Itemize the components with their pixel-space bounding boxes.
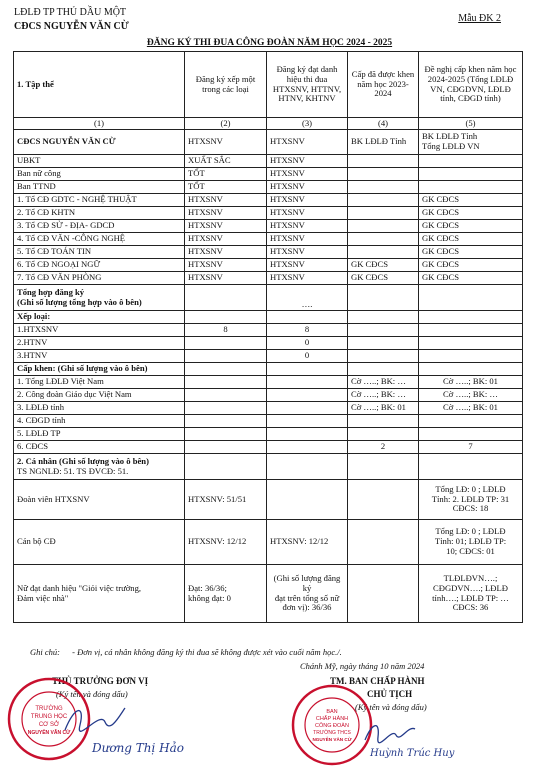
registration-table	[13, 51, 523, 623]
table-row	[14, 324, 523, 337]
cell: 0	[267, 350, 348, 363]
cell: Cờ …..; BK: 01	[419, 402, 523, 415]
cell: HTXSNV	[185, 272, 267, 285]
header-row	[14, 52, 523, 118]
cell	[419, 324, 523, 337]
cell	[185, 285, 267, 311]
cell	[419, 181, 523, 194]
cell	[185, 389, 267, 402]
cell: HTXSNV	[185, 194, 267, 207]
svg-text:NGUYỄN VĂN CỪ: NGUYỄN VĂN CỪ	[27, 730, 71, 736]
cell	[348, 520, 419, 565]
row-label	[14, 454, 185, 480]
footnote	[30, 647, 342, 657]
row-label: 1. Tổ CĐ GDTC - NGHỆ THUẬT	[14, 194, 185, 207]
row-label: Cán bộ CĐ	[14, 520, 185, 565]
cell	[419, 168, 523, 181]
cell	[267, 389, 348, 402]
cell: Cờ …..; BK: 01	[419, 376, 523, 389]
table-row	[14, 480, 523, 520]
cell	[419, 350, 523, 363]
cell: Cờ …..; BK: …	[348, 389, 419, 402]
cell: 0	[267, 337, 348, 350]
cell-line: Tổng LĐ: 0 ; LĐLĐ	[435, 483, 506, 494]
table-row	[14, 285, 523, 311]
col-number: (4)	[348, 118, 419, 130]
cell	[185, 311, 267, 324]
row-label: 5. Tổ CĐ TOÁN TIN	[14, 246, 185, 259]
cell: HTXSNV	[267, 130, 348, 155]
cell	[185, 350, 267, 363]
table-row	[14, 259, 523, 272]
cell: 8	[185, 324, 267, 337]
svg-text:TRƯỜNG THCS: TRƯỜNG THCS	[313, 730, 351, 736]
cell	[419, 311, 523, 324]
cell: HTXSNV	[185, 233, 267, 246]
column-number-row	[14, 118, 523, 130]
form-code: Mẫu ĐK 2	[458, 13, 501, 24]
cell-line: Tổng LĐ: 0 ; LĐLĐ	[435, 526, 506, 537]
svg-text:TRƯỜNG: TRƯỜNG	[35, 706, 63, 712]
col-number: (5)	[419, 118, 523, 130]
cell: GK CĐCS	[419, 259, 523, 272]
cell	[419, 565, 523, 623]
table-row	[14, 207, 523, 220]
cell: GK CĐCS	[419, 272, 523, 285]
cell	[419, 130, 523, 155]
cell: HTXSNV	[267, 207, 348, 220]
table-row	[14, 272, 523, 285]
cell	[348, 428, 419, 441]
cell-line: đơn vị): 36/36	[282, 602, 332, 613]
cell	[348, 350, 419, 363]
cell: HTXSNV	[185, 130, 267, 155]
cell	[348, 168, 419, 181]
table-row	[14, 520, 523, 565]
cell: HTXSNV	[185, 246, 267, 259]
cell: GK CĐCS	[419, 194, 523, 207]
cell	[185, 363, 267, 376]
cell	[267, 441, 348, 454]
footnote-label: Ghi chú:	[30, 647, 60, 657]
row-label	[14, 565, 185, 623]
row-label: Ban TTND	[14, 181, 185, 194]
table-row	[14, 155, 523, 168]
cell	[348, 454, 419, 480]
cell: HTXSNV	[267, 272, 348, 285]
cell: Cờ …..; BK: …	[419, 389, 523, 402]
cell	[348, 246, 419, 259]
cell: HTXSNV	[267, 233, 348, 246]
cell: 8	[267, 324, 348, 337]
cell	[348, 337, 419, 350]
cell	[419, 285, 523, 311]
cell-line: BK LĐLĐ Tỉnh	[422, 131, 478, 142]
left-signature	[60, 700, 130, 740]
cell: HTXSNV: 12/12	[267, 520, 348, 565]
table-row	[14, 350, 523, 363]
cell	[348, 565, 419, 623]
row-label	[14, 285, 185, 311]
cell-line: TLĐLĐVN….;	[443, 572, 498, 583]
cell	[419, 415, 523, 428]
svg-text:CƠ SỞ: CƠ SỞ	[38, 722, 60, 728]
cell	[348, 220, 419, 233]
cell: HTXSNV: 51/51	[185, 480, 267, 520]
row-label: Xếp loại:	[14, 311, 185, 324]
row-label: 2. Công đoàn Giáo dục Việt Nam	[14, 389, 185, 402]
cell	[419, 363, 523, 376]
table-row	[14, 311, 523, 324]
cell	[419, 454, 523, 480]
cell	[267, 363, 348, 376]
cell-line: Tỉnh: 01; LĐLĐ TP:	[434, 536, 507, 547]
cell: XUẤT SẮC	[185, 155, 267, 168]
cell: GK CĐCS	[348, 272, 419, 285]
left-signer-title: THỦ TRƯỞNG ĐƠN VỊ	[52, 676, 149, 686]
cell: GK CĐCS	[348, 259, 419, 272]
col-number: (3)	[267, 118, 348, 130]
svg-text:CÔNG ĐOÀN: CÔNG ĐOÀN	[315, 723, 349, 729]
row-label: 6. CĐCS	[14, 441, 185, 454]
cell: GK CĐCS	[419, 220, 523, 233]
cell	[419, 337, 523, 350]
cell	[185, 402, 267, 415]
cell	[348, 207, 419, 220]
col-header-proposed-award: Đề nghị cấp khen năm học 2024-2025 (Tổng LĐLĐ VN, CĐGDVN, LĐLĐ tỉnh, CĐGD tỉnh)	[419, 52, 523, 118]
cell-line: CĐGDVN….; LĐLĐ	[433, 582, 508, 593]
cell: TỐT	[185, 168, 267, 181]
cell: HTXSNV	[267, 155, 348, 168]
row-label: 4. CĐGD tỉnh	[14, 415, 185, 428]
row-label: 4. Tổ CĐ VĂN -CÔNG NGHỆ	[14, 233, 185, 246]
row-label: 3. Tổ CĐ SỬ - ĐỊA- GDCD	[14, 220, 185, 233]
cell: BK LĐLĐ Tỉnh	[348, 130, 419, 155]
col-header-title: Đăng ký đạt danh hiệu thi đua HTXSNV, HTTNV, HTNV, KHTNV	[267, 52, 348, 118]
right-signer-name: Huỳnh Trúc Huy	[370, 748, 455, 759]
cell	[185, 428, 267, 441]
cell: HTXSNV	[185, 220, 267, 233]
row-label: 7. Tổ CĐ VĂN PHÒNG	[14, 272, 185, 285]
org-line-1: LĐLĐ TP THỦ DẦU MỘT	[14, 7, 127, 18]
table-row	[14, 441, 523, 454]
cell	[267, 376, 348, 389]
col-header-rank: Đăng ký xếp một trong các loại	[185, 52, 267, 118]
document-title: ĐĂNG KÝ THI ĐUA CÔNG ĐOÀN NĂM HỌC 2024 - 2025	[146, 38, 393, 48]
cell: HTXSNV	[267, 259, 348, 272]
table-row	[14, 194, 523, 207]
org-line-2: CĐCS NGUYỄN VĂN CỪ	[14, 21, 129, 32]
footnote-text: - Đơn vị, cá nhân không đăng ký thi đua sẽ không được xét vào cuối năm học./.	[72, 647, 342, 657]
cell	[419, 520, 523, 565]
row-label: 5. LĐLĐ TP	[14, 428, 185, 441]
cell	[348, 363, 419, 376]
cell-line: ký	[302, 582, 312, 593]
row-label: CĐCS NGUYỄN VĂN CỪ	[14, 130, 185, 155]
table-row	[14, 376, 523, 389]
col-header-collective: 1. Tập thể	[14, 52, 185, 118]
cell-line: 2. Cá nhân (Ghi số lượng vào ô bên)	[17, 455, 149, 466]
table-row	[14, 220, 523, 233]
left-signer-subtitle: (Ký tên và đóng dấu)	[56, 689, 128, 699]
cell-line: Đảm việc nhà"	[17, 592, 69, 603]
cell: ….	[267, 285, 348, 311]
table-row	[14, 363, 523, 376]
cell: HTXSNV	[185, 259, 267, 272]
col-header-prev-award: Cấp đã được khen năm học 2023-2024	[348, 52, 419, 118]
cell	[267, 480, 348, 520]
cell: HTXSNV	[267, 168, 348, 181]
cell-line: tỉnh….; LĐLĐ TP: …	[432, 592, 509, 603]
cell	[419, 428, 523, 441]
right-signer-title: TM. BAN CHẤP HÀNH	[330, 676, 425, 686]
cell	[419, 480, 523, 520]
row-label: 3. LĐLĐ tỉnh	[14, 402, 185, 415]
cell	[348, 181, 419, 194]
right-signature	[360, 715, 420, 750]
cell	[348, 285, 419, 311]
row-label: 3.HTNV	[14, 350, 185, 363]
cell: Cờ …..; BK: …	[348, 376, 419, 389]
svg-text:BAN: BAN	[326, 709, 338, 715]
svg-text:CHẤP HÀNH: CHẤP HÀNH	[315, 716, 349, 722]
cell: HTXSNV	[267, 194, 348, 207]
row-label: 2. Tổ CĐ KHTN	[14, 207, 185, 220]
table-row	[14, 168, 523, 181]
svg-text:NGUYỄN VĂN CỪ: NGUYỄN VĂN CỪ	[312, 737, 352, 742]
row-label: Ban nữ công	[14, 168, 185, 181]
right-signer-subtitle: (Ký tên và đóng dấu)	[355, 702, 427, 712]
cell	[419, 155, 523, 168]
cell	[267, 454, 348, 480]
table-row	[14, 130, 523, 155]
left-signer-name: Dương Thị Hảo	[92, 741, 185, 755]
cell: HTXSNV	[267, 181, 348, 194]
table-row	[14, 565, 523, 623]
table-row	[14, 181, 523, 194]
cell	[185, 376, 267, 389]
table-row	[14, 454, 523, 480]
cell-line: đạt trên tổng số nữ	[274, 592, 340, 603]
col-number: (1)	[14, 118, 185, 130]
cell-line: Tỉnh: 2. LĐLĐ TP: 31	[431, 493, 510, 504]
cell: TỐT	[185, 181, 267, 194]
cell	[267, 428, 348, 441]
row-label: 2.HTNV	[14, 337, 185, 350]
cell	[348, 324, 419, 337]
right-signer-role: CHỦ TỊCH	[367, 689, 413, 699]
cell-line: Tổng hợp đăng ký	[17, 286, 85, 297]
cell	[185, 565, 267, 623]
svg-text:TRUNG HỌC: TRUNG HỌC	[30, 714, 68, 720]
cell	[185, 441, 267, 454]
cell-line: Đạt: 36/36;	[188, 582, 227, 593]
sign-date: Chánh Mỹ, ngày tháng 10 năm 2024	[300, 661, 425, 671]
cell: GK CĐCS	[419, 246, 523, 259]
cell-line: 10; CĐCS: 01	[446, 545, 495, 556]
cell-line: TS NGNLĐ: 51. TS ĐVCĐ: 51.	[17, 465, 129, 476]
cell-line: (Ghi số lượng tổng hợp vào ô bên)	[17, 296, 142, 307]
table-row	[14, 246, 523, 259]
cell-line: (Ghi số lượng đăng	[273, 572, 341, 583]
table-row	[14, 415, 523, 428]
row-label: Cấp khen: (Ghi số lượng vào ô bên)	[14, 363, 185, 376]
row-label: 1.HTXSNV	[14, 324, 185, 337]
cell	[185, 454, 267, 480]
cell	[267, 415, 348, 428]
cell: Cờ …..; BK: 01	[348, 402, 419, 415]
cell: HTXSNV	[267, 246, 348, 259]
cell-line: CĐCS: 36	[452, 602, 489, 613]
row-label: 1. Tổng LĐLĐ Việt Nam	[14, 376, 185, 389]
cell: HTXSNV: 12/12	[185, 520, 267, 565]
cell-line: không đạt: 0	[188, 592, 231, 603]
cell: 7	[419, 441, 523, 454]
cell	[185, 415, 267, 428]
table-row	[14, 233, 523, 246]
cell: GK CĐCS	[419, 233, 523, 246]
cell-line: Tổng LĐLĐ VN	[422, 141, 480, 151]
cell	[348, 194, 419, 207]
cell: HTXSNV	[185, 207, 267, 220]
cell-line: Nữ đạt danh hiệu "Giỏi việc trường,	[17, 582, 142, 593]
row-label: 6. Tổ CĐ NGOẠI NGỮ	[14, 259, 185, 272]
table-row	[14, 402, 523, 415]
cell	[348, 233, 419, 246]
table-row	[14, 428, 523, 441]
cell	[267, 565, 348, 623]
cell	[185, 337, 267, 350]
table-row	[14, 337, 523, 350]
cell: 2	[348, 441, 419, 454]
cell	[267, 402, 348, 415]
cell	[348, 155, 419, 168]
row-label: Đoàn viên HTXSNV	[14, 480, 185, 520]
cell-line: CĐCS: 18	[452, 503, 489, 514]
cell	[348, 415, 419, 428]
cell	[348, 311, 419, 324]
cell	[267, 311, 348, 324]
cell: GK CĐCS	[419, 207, 523, 220]
row-label: UBKT	[14, 155, 185, 168]
table-row	[14, 389, 523, 402]
cell	[348, 480, 419, 520]
cell: HTXSNV	[267, 220, 348, 233]
col-number: (2)	[185, 118, 267, 130]
